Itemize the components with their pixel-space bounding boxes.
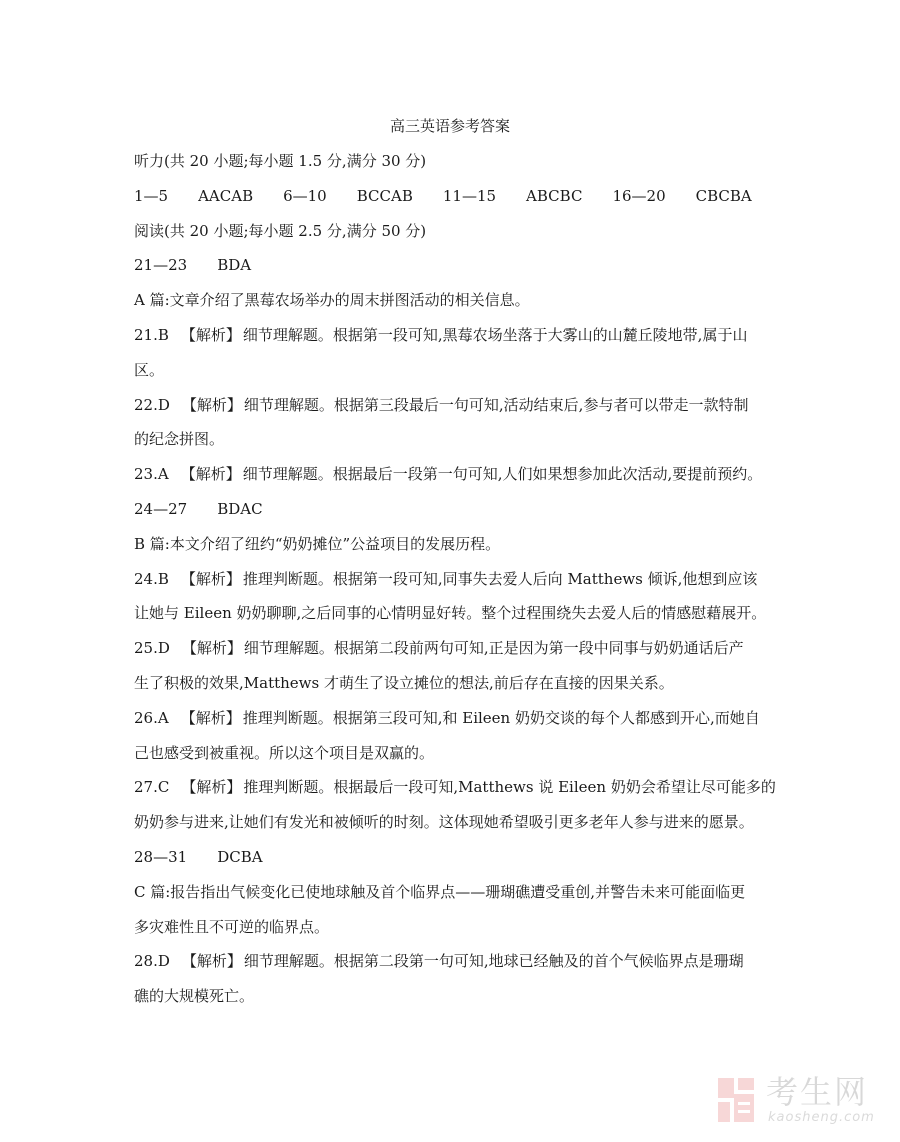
explanation-24: 24.B 【解析】 推理判断题。根据第一段可知,同事失去爱人后向 Matthews 倾诉,他想到应该 [134, 569, 758, 588]
explanation-27: 27.C 【解析】 推理判断题。根据最后一段可知,Matthews 说 Eileen 奶奶会希望让尽可能多的 [134, 778, 776, 797]
explanation-24-cont: 让她与 Eileen 奶奶聊聊,之后同事的心情明显好转。整个过程围绕失去爱人后的情感慰藉展开。 [134, 604, 767, 623]
explanation-28-cont: 礁的大规模死亡。 [134, 987, 255, 1006]
listening-answers [134, 185, 794, 207]
answer-letters: BCCAB [356, 186, 413, 205]
answer-range: 6—10 [283, 186, 327, 205]
listening-header: 听力(共 20 小题;每小题 1.5 分,满分 30 分) [134, 152, 427, 170]
answer-range: 24—27 [134, 499, 188, 518]
explanation-25-cont: 生了积极的效果,Matthews 才萌生了设立摊位的想法,前后存在直接的因果关系。 [134, 673, 674, 692]
explanation-22-cont: 的纪念拼图。 [134, 430, 225, 449]
page-title: 高三英语参考答案 [389, 117, 510, 135]
watermark [716, 1072, 886, 1132]
explanation-21: 21.B 【解析】 细节理解题。根据第一段可知,黑莓农场坐落于大雾山的山麓丘陵地带,属于山 [134, 325, 748, 344]
section-c-summary: C 篇:报告指出气候变化已使地球触及首个临界点——珊瑚礁遭受重创,并警告未来可能面临更 [134, 882, 746, 901]
answer-letters: DCBA [217, 847, 263, 866]
reading-header: 阅读(共 20 小题;每小题 2.5 分,满分 50 分) [134, 221, 427, 240]
explanation-23: 23.A 【解析】 细节理解题。根据最后一段第一句可知,人们如果想参加此次活动,要提前预约。 [134, 465, 763, 484]
answer-letters: ABCBC [526, 186, 583, 205]
section-a-summary: A 篇:文章介绍了黑莓农场举办的周末拼图活动的相关信息。 [134, 291, 530, 310]
watermark-url: kaosheng.com [768, 1110, 875, 1125]
answer-letters: BDAC [217, 499, 263, 518]
answer-letters: AACAB [198, 186, 254, 205]
section-c-answers [134, 846, 794, 868]
explanation-22: 22.D 【解析】 细节理解题。根据第三段最后一句可知,活动结束后,参与者可以带走一款特制 [134, 395, 749, 414]
section-c-summary-cont: 多灾难性且不可逆的临界点。 [134, 917, 330, 936]
watermark-brand: 考生网 [766, 1073, 869, 1111]
explanation-25: 25.D 【解析】 细节理解题。根据第二段前两句可知,正是因为第一段中同事与奶奶通话后产 [134, 639, 744, 658]
explanation-28: 28.D 【解析】 细节理解题。根据第二段第一句可知,地球已经触及的首个气候临界点是珊瑚 [134, 952, 744, 971]
answer-range: 21—23 [134, 256, 188, 275]
answer-content [134, 150, 794, 1020]
explanation-26: 26.A 【解析】 推理判断题。根据第三段可知,和 Eileen 奶奶交谈的每个人都感到开心,而她自 [134, 708, 760, 727]
answer-letters: BDA [217, 256, 252, 275]
answer-range: 28—31 [134, 847, 188, 866]
explanation-26-cont: 己也感受到被重视。所以这个项目是双赢的。 [134, 743, 435, 762]
answer-range: 11—15 [442, 186, 497, 205]
section-b-answers [134, 498, 794, 520]
kaosheng-logo-icon [716, 1076, 758, 1124]
section-b-summary: B 篇:本文介绍了纽约“奶奶摊位”公益项目的发展历程。 [134, 534, 501, 553]
explanation-21-cont: 区。 [134, 360, 165, 379]
answer-range: 1—5 [134, 186, 169, 205]
answer-range: 16—20 [612, 186, 666, 205]
section-a-answers [134, 254, 794, 276]
explanation-27-cont: 奶奶参与进来,让她们有发光和被倾听的时刻。这体现她希望吸引更多老年人参与进来的愿景。 [134, 813, 754, 832]
answer-letters: CBCBA [695, 186, 752, 205]
